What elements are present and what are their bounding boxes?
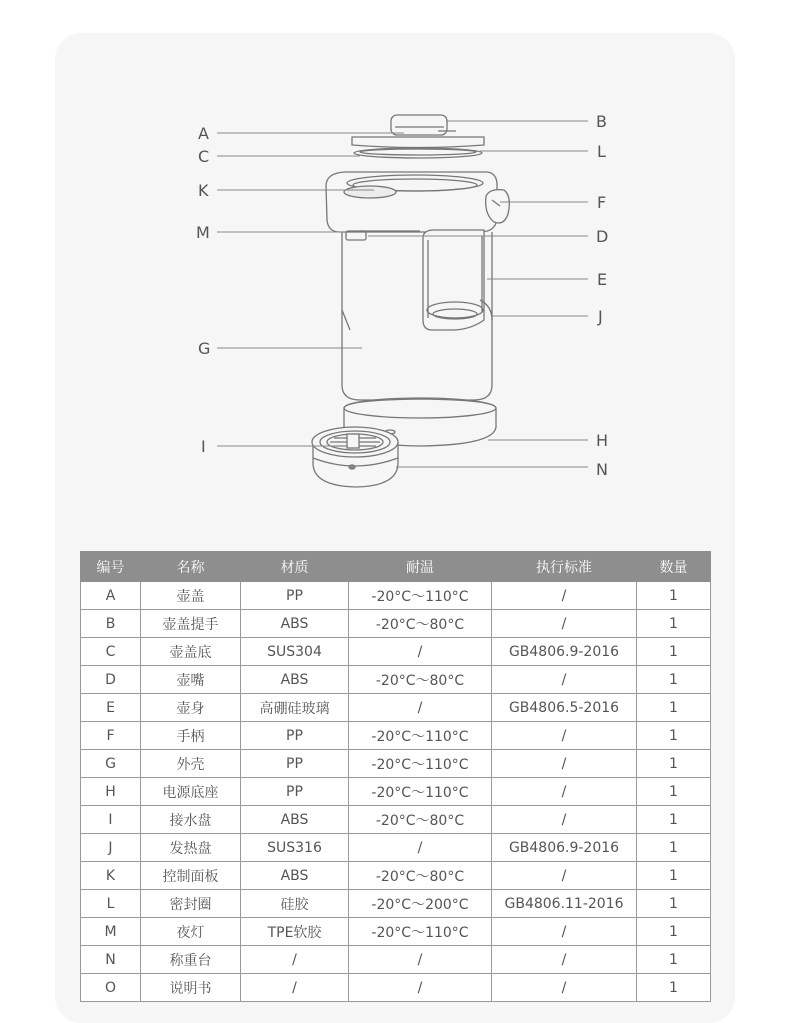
cell-standard: / bbox=[492, 918, 637, 946]
label-h: H bbox=[596, 431, 609, 450]
cell-material: 硅胶 bbox=[241, 890, 349, 918]
cell-material: ABS bbox=[241, 666, 349, 694]
cell-temperature: / bbox=[349, 694, 492, 722]
cell-temperature: / bbox=[349, 638, 492, 666]
cell-code: L bbox=[81, 890, 141, 918]
cell-name: 说明书 bbox=[141, 974, 241, 1002]
label-i: I bbox=[201, 437, 206, 456]
col-header-name: 名称 bbox=[141, 552, 241, 582]
cell-quantity: 1 bbox=[637, 974, 711, 1002]
label-f: F bbox=[597, 193, 607, 212]
cell-material: PP bbox=[241, 582, 349, 610]
cell-name: 外壳 bbox=[141, 750, 241, 778]
cell-name: 壶嘴 bbox=[141, 666, 241, 694]
cell-temperature: -20°C～110°C bbox=[349, 582, 492, 610]
table-row bbox=[81, 778, 711, 806]
cell-quantity: 1 bbox=[637, 638, 711, 666]
cell-temperature: -20°C～110°C bbox=[349, 918, 492, 946]
table-row bbox=[81, 834, 711, 862]
cell-quantity: 1 bbox=[637, 694, 711, 722]
cell-code: D bbox=[81, 666, 141, 694]
table-row bbox=[81, 694, 711, 722]
cell-quantity: 1 bbox=[637, 834, 711, 862]
cell-name: 壶盖提手 bbox=[141, 610, 241, 638]
label-l: L bbox=[597, 142, 606, 161]
label-a: A bbox=[198, 124, 209, 143]
cell-quantity: 1 bbox=[637, 610, 711, 638]
cell-quantity: 1 bbox=[637, 722, 711, 750]
cell-material: ABS bbox=[241, 806, 349, 834]
cell-temperature: -20°C～80°C bbox=[349, 806, 492, 834]
cell-code: J bbox=[81, 834, 141, 862]
cell-material: ABS bbox=[241, 862, 349, 890]
cell-name: 接水盘 bbox=[141, 806, 241, 834]
cell-temperature: / bbox=[349, 974, 492, 1002]
table-row bbox=[81, 722, 711, 750]
table-row bbox=[81, 750, 711, 778]
cell-name: 夜灯 bbox=[141, 918, 241, 946]
cell-name: 壶盖底 bbox=[141, 638, 241, 666]
cell-material: SUS316 bbox=[241, 834, 349, 862]
label-j: J bbox=[598, 307, 603, 326]
cell-temperature: / bbox=[349, 946, 492, 974]
cell-code: H bbox=[81, 778, 141, 806]
label-k: K bbox=[198, 181, 209, 200]
cell-material: PP bbox=[241, 722, 349, 750]
cell-standard: / bbox=[492, 666, 637, 694]
label-c: C bbox=[198, 147, 210, 166]
cell-standard: GB4806.5-2016 bbox=[492, 694, 637, 722]
cell-name: 控制面板 bbox=[141, 862, 241, 890]
cell-code: E bbox=[81, 694, 141, 722]
label-n: N bbox=[596, 460, 608, 479]
cell-standard: / bbox=[492, 582, 637, 610]
cell-quantity: 1 bbox=[637, 582, 711, 610]
cell-material: 高硼硅玻璃 bbox=[241, 694, 349, 722]
table-row bbox=[81, 890, 711, 918]
table-row bbox=[81, 862, 711, 890]
col-header-quantity: 数量 bbox=[637, 552, 711, 582]
cell-name: 壶盖 bbox=[141, 582, 241, 610]
cell-standard: / bbox=[492, 778, 637, 806]
cell-name: 壶身 bbox=[141, 694, 241, 722]
label-e: E bbox=[597, 270, 608, 289]
cell-code: O bbox=[81, 974, 141, 1002]
cell-quantity: 1 bbox=[637, 750, 711, 778]
cell-standard: GB4806.9-2016 bbox=[492, 834, 637, 862]
cell-code: A bbox=[81, 582, 141, 610]
table-row bbox=[81, 946, 711, 974]
cell-temperature: -20°C～110°C bbox=[349, 778, 492, 806]
table-row bbox=[81, 806, 711, 834]
col-header-temperature: 耐温 bbox=[349, 552, 492, 582]
cell-standard: / bbox=[492, 750, 637, 778]
cell-name: 密封圈 bbox=[141, 890, 241, 918]
table-row bbox=[81, 638, 711, 666]
cell-material: / bbox=[241, 946, 349, 974]
cell-material: PP bbox=[241, 750, 349, 778]
label-d: D bbox=[596, 227, 609, 246]
cell-quantity: 1 bbox=[637, 666, 711, 694]
cell-code: M bbox=[81, 918, 141, 946]
cell-temperature: -20°C～80°C bbox=[349, 666, 492, 694]
parts-spec-table bbox=[80, 551, 710, 1002]
cell-standard: / bbox=[492, 974, 637, 1002]
cell-name: 称重台 bbox=[141, 946, 241, 974]
cell-material: SUS304 bbox=[241, 638, 349, 666]
cell-quantity: 1 bbox=[637, 806, 711, 834]
cell-code: B bbox=[81, 610, 141, 638]
cell-code: N bbox=[81, 946, 141, 974]
cell-code: G bbox=[81, 750, 141, 778]
col-header-standard: 执行标准 bbox=[492, 552, 637, 582]
table-body bbox=[81, 582, 711, 1002]
cell-temperature: -20°C～80°C bbox=[349, 610, 492, 638]
cell-name: 发热盘 bbox=[141, 834, 241, 862]
cell-code: I bbox=[81, 806, 141, 834]
cell-quantity: 1 bbox=[637, 890, 711, 918]
cell-standard: GB4806.9-2016 bbox=[492, 638, 637, 666]
cell-standard: / bbox=[492, 862, 637, 890]
cell-standard: / bbox=[492, 946, 637, 974]
table-row bbox=[81, 918, 711, 946]
label-b: B bbox=[596, 112, 607, 131]
cell-quantity: 1 bbox=[637, 918, 711, 946]
cell-standard: GB4806.11-2016 bbox=[492, 890, 637, 918]
cell-material: ABS bbox=[241, 610, 349, 638]
table-row bbox=[81, 610, 711, 638]
cell-standard: / bbox=[492, 806, 637, 834]
col-header-material: 材质 bbox=[241, 552, 349, 582]
cell-code: K bbox=[81, 862, 141, 890]
cell-temperature: / bbox=[349, 834, 492, 862]
label-m: M bbox=[196, 223, 210, 242]
table-row bbox=[81, 666, 711, 694]
cell-code: C bbox=[81, 638, 141, 666]
cell-material: TPE软胶 bbox=[241, 918, 349, 946]
cell-material: / bbox=[241, 974, 349, 1002]
cell-quantity: 1 bbox=[637, 778, 711, 806]
cell-name: 电源底座 bbox=[141, 778, 241, 806]
table-header-row bbox=[81, 552, 711, 582]
table-row bbox=[81, 974, 711, 1002]
cell-name: 手柄 bbox=[141, 722, 241, 750]
cell-standard: / bbox=[492, 722, 637, 750]
cell-temperature: -20°C～110°C bbox=[349, 750, 492, 778]
cell-temperature: -20°C～200°C bbox=[349, 890, 492, 918]
table-row bbox=[81, 582, 711, 610]
cell-temperature: -20°C～80°C bbox=[349, 862, 492, 890]
cell-material: PP bbox=[241, 778, 349, 806]
cell-quantity: 1 bbox=[637, 946, 711, 974]
label-g: G bbox=[198, 339, 211, 358]
cell-quantity: 1 bbox=[637, 862, 711, 890]
col-header-code: 编号 bbox=[81, 552, 141, 582]
cell-standard: / bbox=[492, 610, 637, 638]
cell-temperature: -20°C～110°C bbox=[349, 722, 492, 750]
cell-code: F bbox=[81, 722, 141, 750]
